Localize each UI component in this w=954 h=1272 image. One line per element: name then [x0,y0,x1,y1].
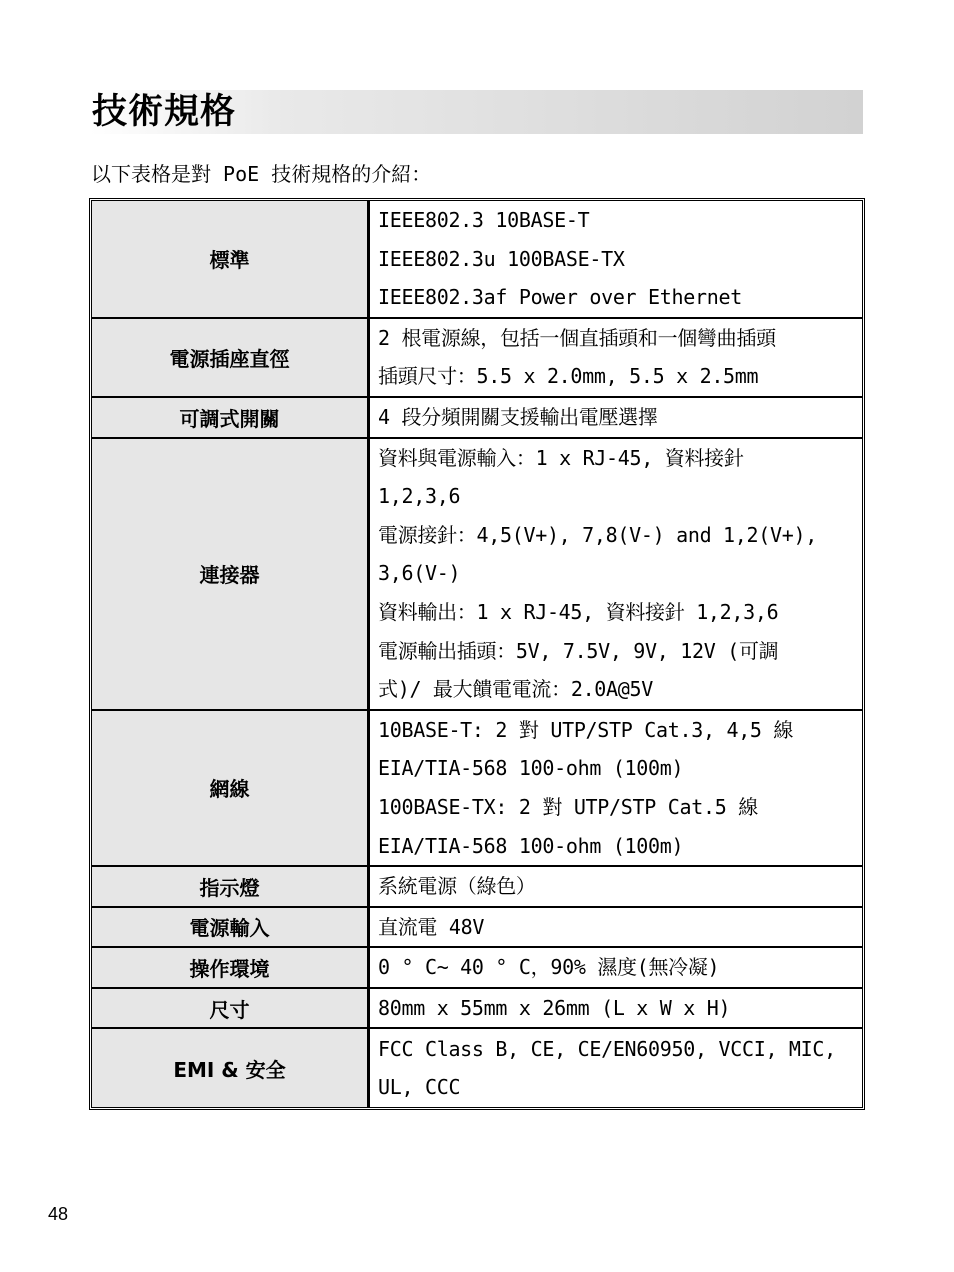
value-line: 電源輸出插頭：5V, 7.5V, 9V, 12V (可調 [378,638,779,663]
row-label: 連接器 [92,439,370,711]
table-row [92,1029,862,1107]
table-row [92,908,862,949]
row-value [370,711,862,867]
section-header [90,90,863,134]
row-label: 電源輸入 [92,908,370,949]
value-line: 資料與電源輸入：1 x RJ-45, 資料接針 [378,445,744,470]
table-row [92,439,862,711]
row-label: 網線 [92,711,370,867]
value-line: FCC Class B, CE, CE/EN60950, VCCI, MIC, [378,1036,836,1061]
row-value [370,439,862,711]
table-row [92,948,862,989]
table-row [92,989,862,1030]
table-row [92,319,862,398]
value-line: IEEE802.3u 100BASE-TX [378,246,625,271]
table-row [92,711,862,867]
row-value [370,1029,862,1107]
table-row [92,867,862,908]
value-line: 100BASE-TX: 2 對 UTP/STP Cat.5 線 [378,794,758,819]
value-line: 10BASE-T: 2 對 UTP/STP Cat.3, 4,5 線 [378,717,794,742]
table-row [92,201,862,319]
row-label: 電源插座直徑 [92,319,370,398]
row-label: 指示燈 [92,867,370,908]
value-line: IEEE802.3 10BASE-T [378,208,590,232]
page-number: 48 [48,1204,69,1224]
row-label: 標準 [92,201,370,319]
row-value [370,989,862,1030]
value-line: 2 根電源線，包括一個直插頭和一個彎曲插頭 [378,325,776,350]
value-line: 80mm x 55mm x 26mm (L x W x H) [378,995,731,1020]
row-value [370,201,862,319]
row-label: 尺寸 [92,989,370,1030]
intro-text: 以下表格是對 PoE 技術規格的介紹： [91,162,432,186]
value-line: 式)/ 最大饋電電流：2.0A@5V [378,677,654,702]
spec-table [91,200,863,1108]
value-line: EIA/TIA-568 100-ohm (100m) [378,833,684,858]
page-title: 技術規格 [92,92,237,132]
value-line: 電源接針：4,5(V+), 7,8(V-) and 1,2(V+), [378,522,817,547]
value-line: UL, CCC [378,1075,461,1100]
value-line: 直流電 48V [378,914,485,939]
row-label: EMI & 安全 [92,1029,370,1107]
row-value [370,867,862,908]
value-line: 插頭尺寸：5.5 x 2.0mm, 5.5 x 2.5mm [378,364,759,389]
row-value [370,948,862,989]
row-value [370,398,862,439]
value-line: 1,2,3,6 [378,484,461,509]
value-line: 4 段分頻開關支援輸出電壓選擇 [378,404,658,429]
value-line: EIA/TIA-568 100-ohm (100m) [378,756,684,781]
value-line: IEEE802.3af Power over Ethernet [378,285,742,310]
row-label: 可調式開關 [92,398,370,439]
value-line: 3,6(V-) [378,561,461,586]
table-row [92,398,862,439]
row-value [370,908,862,949]
row-value [370,319,862,398]
value-line: 0 ° C~ 40 ° C，90% 濕度(無冷凝) [378,955,720,980]
value-line: 系統電源（綠色） [378,874,536,899]
value-line: 資料輸出：1 x RJ-45, 資料接針 1,2,3,6 [378,599,779,624]
row-label: 操作環境 [92,948,370,989]
